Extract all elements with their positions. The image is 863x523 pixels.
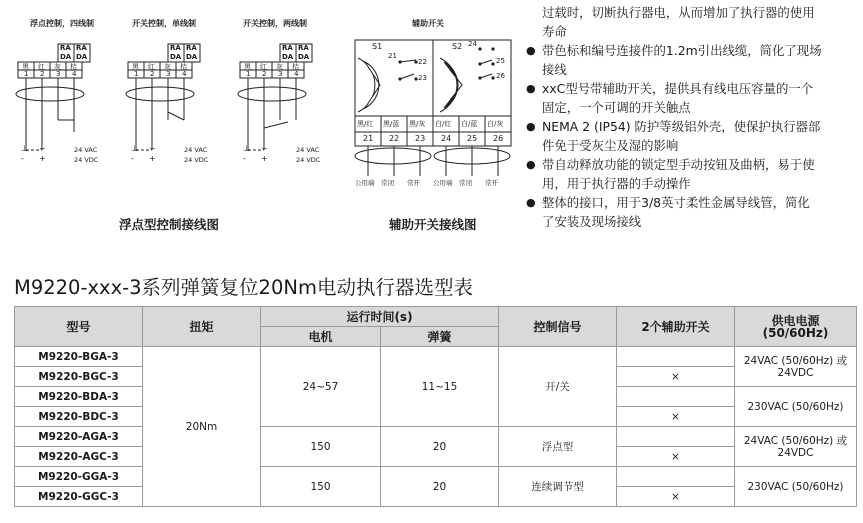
minus-label: - <box>131 154 134 163</box>
power-dc-label: 24 VDC <box>296 156 321 164</box>
wire-color-label: 桔 <box>292 63 299 71</box>
wire-number-label: 4 <box>72 70 77 78</box>
header-runtime: 运行时间(s) <box>261 307 499 327</box>
aux-number-label: 23 <box>415 134 426 143</box>
aux-bottom-label: 常开 <box>407 179 420 187</box>
floating-4wire-label: 浮点控制，四线制 <box>30 19 94 28</box>
minus-label: - <box>21 154 24 163</box>
aux-cell <box>617 347 735 367</box>
aux-color-label: 黑/灰 <box>409 120 426 128</box>
wire-number-label: 4 <box>182 70 187 78</box>
da-label: DA <box>170 53 182 61</box>
aux-number-label: 25 <box>467 134 478 143</box>
wire-color-label: 灰 <box>54 63 61 71</box>
caption-aux-wiring: 辅助开关接线图 <box>389 217 477 232</box>
ra-label: RA <box>60 44 71 52</box>
header-model: 型号 <box>15 307 143 347</box>
aux-cell <box>617 467 735 487</box>
ground-label: ⊥ <box>243 144 250 153</box>
wire-number-label: 2 <box>150 70 155 78</box>
wire-color-label: 黑 <box>244 63 251 71</box>
tilde-label: ~ <box>39 144 46 153</box>
aux-switch-diagram <box>355 40 511 176</box>
aux-bottom-label: 常闭 <box>381 179 394 187</box>
ground-label: ⊥ <box>131 144 138 153</box>
caption-floating-wiring: 浮点型控制接线图 <box>119 217 220 232</box>
wire-number-label: 2 <box>40 70 45 78</box>
wire-color-label: 红 <box>260 63 267 71</box>
control-cell: 浮点型 <box>499 427 617 467</box>
ra-label: RA <box>282 44 293 52</box>
model-cell: M9220-GGA-3 <box>15 467 143 487</box>
aux-color-label: 黑/蓝 <box>383 120 400 128</box>
features-list <box>526 3 858 231</box>
da-label: DA <box>60 53 72 61</box>
feature-intro-line: 过载时，切断执行器电，从而增加了执行器的使用 <box>542 5 815 20</box>
wire-color-label: 红 <box>148 63 155 71</box>
wire-color-label: 红 <box>38 63 45 71</box>
aux-bottom-label: 常开 <box>485 179 498 187</box>
aux-cell: × <box>617 367 735 387</box>
aux-term-label: 22 <box>418 58 427 66</box>
da-label: DA <box>282 53 294 61</box>
wire-color-label: 灰 <box>164 63 171 71</box>
plus-label: + <box>261 154 268 163</box>
aux-term-label: 23 <box>418 74 427 82</box>
power-cell: 24VAC (50/60Hz) 或 24VDC <box>735 427 857 467</box>
header-power: 供电电源 (50/60Hz) <box>735 307 857 347</box>
power-ac-label: 24 VAC <box>296 146 320 154</box>
aux-cell: × <box>617 487 735 507</box>
feature-item: ● 带自动释放功能的锁定型手动按钮及曲柄，易于使 用，用于执行器的手动操作 <box>526 155 858 193</box>
motor-cell: 24~57 <box>261 347 381 427</box>
model-cell: M9220-AGC-3 <box>15 447 143 467</box>
power-dc-label: 24 VDC <box>74 156 99 164</box>
feature-intro-line: 寿命 <box>542 24 567 39</box>
wire-number-label: 2 <box>262 70 267 78</box>
s1-label: S1 <box>372 42 383 51</box>
aux-number-label: 22 <box>389 134 400 143</box>
header-control: 控制信号 <box>499 307 617 347</box>
model-cell: M9220-GGC-3 <box>15 487 143 507</box>
da-label: DA <box>186 53 198 61</box>
wire-number-label: 1 <box>24 70 29 78</box>
wire-color-label: 黑 <box>132 63 139 71</box>
aux-term-label: 26 <box>496 72 505 80</box>
power-cell: 230VAC (50/60Hz) <box>735 387 857 427</box>
s2-label: S2 <box>452 42 463 51</box>
plus-label: + <box>39 154 46 163</box>
feature-item: ● NEMA 2 (IP54) 防护等级铝外壳，使保护执行器部 件免于受灰尘及湿的影响 <box>526 117 858 155</box>
aux-cell <box>617 387 735 407</box>
aux-cell: × <box>617 447 735 467</box>
tilde-label: ~ <box>149 144 156 153</box>
tilde-label: ~ <box>261 144 268 153</box>
aux-bottom-label: 公用端 <box>433 179 453 187</box>
spring-cell: 11~15 <box>381 347 499 427</box>
power-dc-label: 24 VDC <box>184 156 209 164</box>
ra-label: RA <box>76 44 87 52</box>
feature-item: ● 带色标和编号连接件的1.2m引出线缆，简化了现场 接线 <box>526 41 858 79</box>
ra-label: RA <box>170 44 181 52</box>
aux-term-label: 21 <box>388 52 397 60</box>
power-cell: 24VAC (50/60Hz) 或 24VDC <box>735 347 857 387</box>
minus-label: - <box>243 154 246 163</box>
wire-color-label: 灰 <box>276 63 283 71</box>
wire-color-label: 桔 <box>180 63 187 71</box>
motor-cell: 150 <box>261 427 381 467</box>
wire-number-label: 3 <box>56 70 61 78</box>
aux-color-label: 白/蓝 <box>461 120 478 128</box>
control-cell: 连续调节型 <box>499 467 617 507</box>
model-cell: M9220-BGA-3 <box>15 347 143 367</box>
aux-cell <box>617 427 735 447</box>
torque-cell: 20Nm <box>143 347 261 507</box>
aux-color-label: 白/红 <box>435 120 452 128</box>
aux-color-label: 黑/红 <box>357 120 374 128</box>
aux-number-label: 21 <box>363 134 374 143</box>
selection-table <box>14 306 857 507</box>
wire-number-label: 1 <box>134 70 139 78</box>
wire-number-label: 3 <box>278 70 283 78</box>
plus-label: + <box>149 154 156 163</box>
aux-bottom-label: 公用端 <box>355 179 375 187</box>
aux-cell: × <box>617 407 735 427</box>
power-ac-label: 24 VAC <box>74 146 98 154</box>
feature-item: ● 整体的接口，用于3/8英寸柔性金属导线管，简化 了安装及现场接线 <box>526 193 858 231</box>
header-spring: 弹簧 <box>381 327 499 347</box>
aux-number-label: 24 <box>441 134 452 143</box>
aux-switch-label: 辅助开关 <box>412 19 444 28</box>
aux-number-label: 26 <box>493 134 504 143</box>
ra-label: RA <box>186 44 197 52</box>
power-ac-label: 24 VAC <box>184 146 208 154</box>
spring-cell: 20 <box>381 467 499 507</box>
da-label: DA <box>298 53 310 61</box>
model-cell: M9220-BDC-3 <box>15 407 143 427</box>
header-aux: 2个辅助开关 <box>617 307 735 347</box>
aux-bottom-label: 常闭 <box>459 179 472 187</box>
model-cell: M9220-AGA-3 <box>15 427 143 447</box>
switch-single-label: 开关控制，单线制 <box>132 19 196 28</box>
wire-number-label: 1 <box>246 70 251 78</box>
control-cell: 开/关 <box>499 347 617 427</box>
switch-two-label: 开关控制，两线制 <box>243 19 307 28</box>
da-label: DA <box>76 53 88 61</box>
wire-color-label: 黑 <box>22 63 29 71</box>
wire-number-label: 4 <box>294 70 299 78</box>
feature-item: ● xxC型号带辅助开关，提供具有线电压容量的一个 固定，一个可调的开关触点 <box>526 79 858 117</box>
header-torque: 扭矩 <box>143 307 261 347</box>
aux-color-label: 白/灰 <box>487 120 504 128</box>
ground-label: ⊥ <box>21 144 28 153</box>
ra-label: RA <box>298 44 309 52</box>
wire-number-label: 3 <box>166 70 171 78</box>
model-cell: M9220-BGC-3 <box>15 367 143 387</box>
header-motor: 电机 <box>261 327 381 347</box>
s1-cam-icon <box>365 62 380 108</box>
selection-table-title: M9220-xxx-3系列弹簧复位20Nm电动执行器选型表 <box>14 276 473 299</box>
power-cell: 230VAC (50/60Hz) <box>735 467 857 507</box>
motor-cell: 150 <box>261 467 381 507</box>
model-cell: M9220-BDA-3 <box>15 387 143 407</box>
wire-color-label: 桔 <box>70 63 77 71</box>
aux-term-label: 24 <box>468 40 477 48</box>
spring-cell: 20 <box>381 427 499 467</box>
aux-term-label: 25 <box>496 57 505 65</box>
